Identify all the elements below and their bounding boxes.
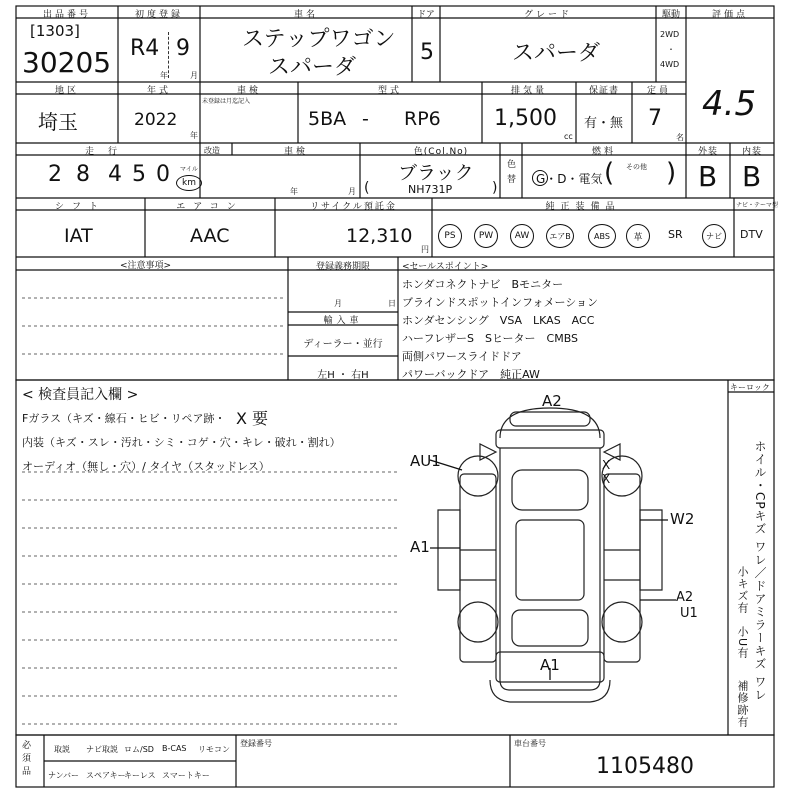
inspection-exp-label: 車検 [283, 147, 308, 157]
doc-bcas: B-CAS [162, 744, 187, 753]
car-name-line1: ステップワゴン [242, 27, 396, 52]
inspector-line1: Fガラス（キズ・線石・ヒビ・リペア跡・ [22, 412, 226, 425]
car-name-label: 車名 [293, 10, 318, 20]
model-year-label: 年式 [146, 86, 171, 96]
mark-right-front: XX [602, 458, 611, 486]
lot-code: [1303] [30, 22, 80, 40]
doc-keyless: キーレス [124, 771, 156, 780]
reg-deadline-month: 月 [334, 299, 342, 308]
grade-label: グレード [523, 10, 572, 20]
sales-point-3: ホンダセンシング VSA LKAS ACC [402, 314, 595, 327]
interior-value: B [742, 160, 762, 193]
navi-type-label: ナビ・テーマ型 [736, 202, 779, 209]
drive-2wd: 2WD [660, 30, 680, 39]
location-value: 埼玉 [38, 110, 78, 134]
recycle-label: リサイクル預託金 [310, 202, 397, 212]
recycle-unit: 円 [421, 245, 429, 254]
sales-point-1: ホンダコネクトナビ Bモニター [402, 278, 564, 291]
fuel-other: その他 [626, 163, 647, 171]
mark-left-front: AU1 [410, 452, 441, 470]
equipment-label: 純正装備品 [545, 202, 621, 212]
equip-aw: AW [510, 224, 534, 248]
reg-deadline-label: 登録義務期限 [315, 262, 370, 272]
equip-airbag: エアB [546, 224, 574, 248]
inspection-exp-month: 月 [348, 187, 356, 196]
mileage-digit-3: 4 [108, 162, 122, 187]
wheel-mirror-legend: ホイル・CPキズ ワレ／ドアミラーキズ ワレ [753, 440, 767, 702]
remodel-label: 改造 [204, 146, 220, 155]
capacity-label: 定員 [646, 86, 671, 96]
shift-value: IAT [64, 225, 93, 247]
mileage-label: 走行 [84, 147, 131, 157]
capacity-suffix: 名 [676, 133, 684, 142]
mark-front: A2 [542, 392, 562, 410]
sales-point-6: パワーバックドア 純正AW [402, 368, 540, 381]
reg-no-label: 登録番号 [240, 739, 272, 748]
type-separator: - [362, 108, 369, 130]
car-diagram [400, 390, 700, 730]
type-label: 型式 [377, 86, 402, 96]
color-paren-close: ) [492, 180, 498, 196]
inspector-title: < 検査員記入欄 > [22, 387, 139, 403]
grade-value: スパーダ [512, 41, 601, 66]
fuel-paren-close: ) [666, 158, 677, 188]
door-count: 5 [420, 40, 434, 65]
inspection-exp-year: 年 [290, 187, 298, 196]
reg-deadline-day: 日 [388, 299, 396, 308]
equip-navi: ナビ [702, 224, 726, 248]
doc-rom-sd: ロム/SD [124, 745, 154, 754]
inspection-label: 車検 [236, 86, 261, 96]
mileage-digit-5: 0 [156, 162, 170, 187]
doc-manual: 取説 [54, 745, 70, 754]
capacity-value: 7 [648, 106, 662, 131]
interior-label: 内装 [741, 147, 762, 157]
equip-leather: 革 [626, 224, 650, 248]
docs-label: 必須品 [22, 741, 32, 777]
color-change-label: 色替 [507, 160, 517, 185]
first-reg-month: 9 [176, 36, 190, 61]
doc-navi-manual: ナビ取説 [86, 745, 118, 754]
sales-label: <セールスポイント> [402, 262, 489, 272]
reg-divider [168, 32, 169, 78]
door-label: ドア [417, 10, 435, 20]
exterior-label: 外装 [697, 147, 718, 157]
mark-right-rear-1: A2 [676, 590, 694, 605]
model-year-value: 2022 [134, 110, 178, 130]
equip-dtv: DTV [740, 228, 763, 241]
drive-label: 駆動 [661, 10, 680, 20]
sales-point-2: ブラインドスポットインフォメーション [402, 296, 599, 309]
equip-pw: PW [474, 224, 498, 248]
caution-label: <注意事項> [120, 261, 172, 271]
sales-point-5: 両側パワースライドドア [402, 350, 522, 363]
keylock-label: キーロック [730, 383, 770, 392]
aircon-value: AAC [190, 225, 230, 247]
equip-sr: SR [668, 228, 683, 241]
equip-ps: PS [438, 224, 462, 248]
legend-repair-trace: 補修跡有 [736, 680, 749, 728]
mileage-digit-2: 8 [76, 162, 90, 187]
inspector-line2: 内装（キズ・スレ・汚れ・シミ・コゲ・穴・キレ・破れ・割れ） [22, 436, 341, 449]
score-label: 評価点 [711, 10, 748, 20]
lot-number: 30205 [22, 46, 112, 79]
shift-label: シフト [54, 202, 106, 212]
drive-separator: ・ [667, 45, 675, 54]
displacement-value: 1,500 [494, 106, 557, 131]
model-year-suffix: 年 [190, 131, 198, 140]
mileage-digit-1: 2 [48, 162, 62, 187]
mileage-unit-km: km [176, 175, 202, 191]
warranty-value: 有・無 [584, 116, 624, 131]
color-code: NH731P [408, 183, 453, 196]
color-name: ブラック [398, 162, 474, 184]
mileage-unit-mile: マイル [180, 166, 198, 173]
fuel-label: 燃料 [591, 147, 616, 157]
handle-label: 左H ・ 右H [317, 370, 369, 381]
inspector-line3: オーディオ（無し・穴）/ タイヤ（スタッドレス） [22, 460, 270, 473]
fuel-paren-open: ( [604, 158, 615, 188]
warranty-label: 保証書 [588, 86, 619, 96]
mark-rear: A1 [540, 656, 560, 674]
dealer-label: ディーラー・並行 [303, 339, 383, 350]
displacement-label: 排気量 [510, 86, 547, 96]
aircon-label: エアコン [176, 202, 244, 212]
legend-small-scratch: 小キズ有 [736, 566, 749, 614]
color-paren-open: ( [364, 180, 370, 196]
first-reg-month-suffix: 月 [190, 71, 198, 80]
doc-spare-key: スペアキー [86, 771, 126, 780]
sales-point-4: ハーフレザーS Sヒーター CMBS [402, 332, 579, 345]
mark-right-side: W2 [670, 510, 695, 528]
chassis-label: 車台番号 [514, 739, 546, 748]
legend-small-u: 小U有 [736, 626, 749, 660]
exterior-value: B [698, 160, 718, 193]
mark-left-side: A1 [410, 538, 430, 556]
doc-remote: リモコン [198, 745, 230, 754]
location-label: 地区 [54, 86, 79, 96]
chassis-number: 1105480 [596, 754, 694, 779]
displacement-unit: cc [564, 132, 573, 141]
score-value: 4.5 [702, 84, 757, 124]
type-prefix: 5BA [308, 108, 347, 130]
recycle-value: 12,310 [346, 225, 413, 247]
inspection-note: 未登録は月迄記入 [202, 98, 251, 105]
type-code: RP6 [404, 108, 441, 130]
drive-4wd: 4WD [660, 60, 680, 69]
inspector-line1-mark: X 要 [236, 409, 269, 428]
import-label: 輸入車 [323, 316, 363, 326]
doc-smart-key: スマートキー [162, 771, 210, 780]
equip-abs: ABS [588, 224, 616, 248]
doc-plate: ナンバー [48, 771, 80, 780]
fuel-options: G・D・電気 [536, 172, 603, 186]
mark-right-rear-2: U1 [680, 606, 698, 621]
first-reg-year-suffix: 年 [160, 71, 168, 80]
lot-no-label: 出品番号 [42, 10, 91, 20]
first-reg-year: R4 [130, 36, 160, 61]
color-label: 色(Col.No) [413, 147, 469, 157]
mileage-digit-4: 5 [132, 162, 146, 187]
first-reg-label: 初度登録 [134, 10, 183, 20]
car-name-line2: スパーダ [268, 55, 357, 80]
